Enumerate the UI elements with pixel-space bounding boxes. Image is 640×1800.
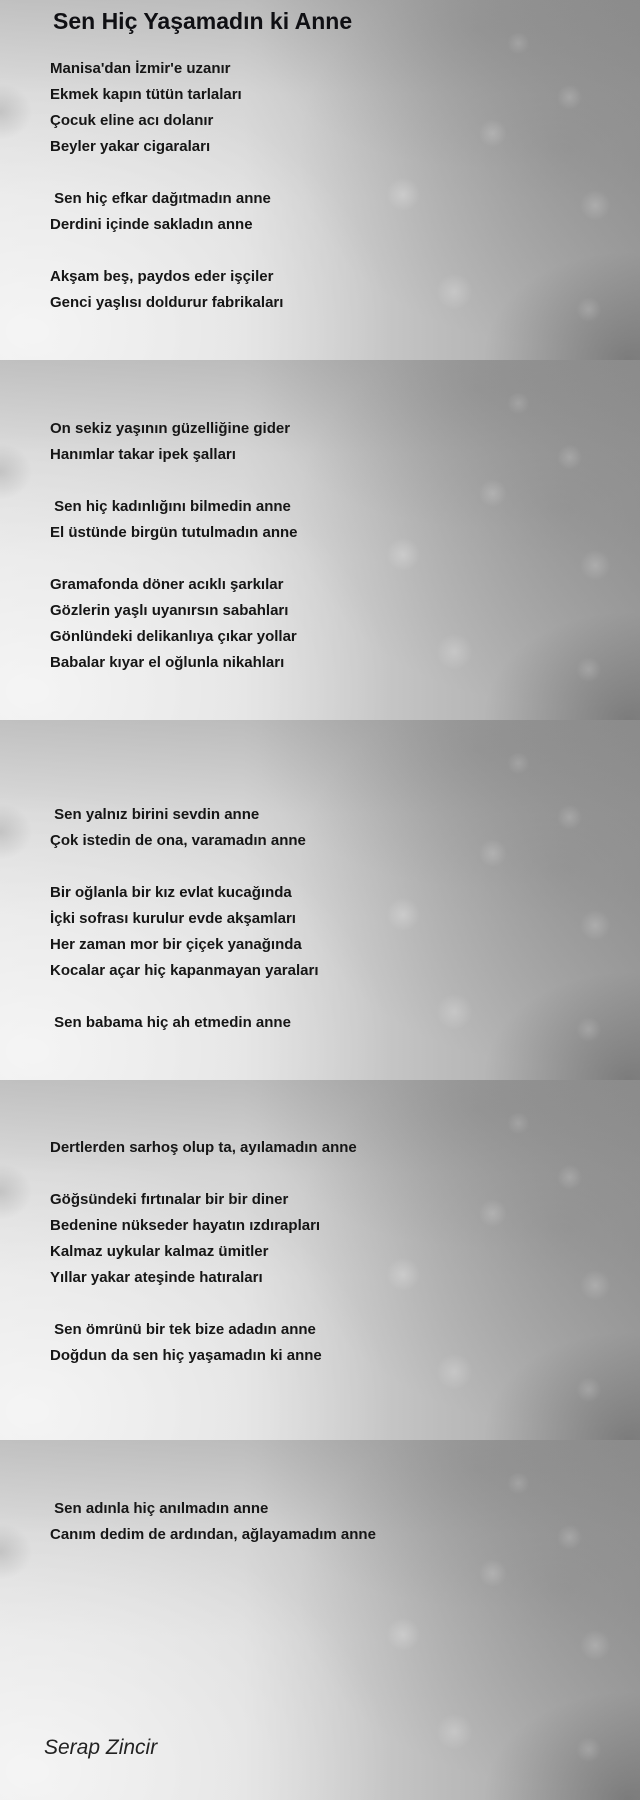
poem-line: Sen hiç kadınlığını bilmedin anne xyxy=(50,498,291,515)
poem-line: Derdini içinde sakladın anne xyxy=(50,216,253,233)
stanza-lines-3 xyxy=(50,802,620,1036)
poem-line: Beyler yakar cigaraları xyxy=(50,138,211,155)
poem-line: Akşam beş, paydos eder işçiler xyxy=(50,268,274,285)
poem-line: Gramafonda döner acıklı şarkılar xyxy=(50,576,284,593)
blank-line xyxy=(50,160,620,186)
blank-line xyxy=(50,468,620,494)
poem-line: Çocuk eline acı dolanır xyxy=(50,112,214,129)
poem-line: Sen hiç efkar dağıtmadın anne xyxy=(50,190,271,207)
poem-line: İçki sofrası kurulur evde akşamları xyxy=(50,910,296,927)
blank-line xyxy=(50,1161,620,1187)
poem-title: Sen Hiç Yaşamadın ki Anne xyxy=(53,8,353,34)
blank-line xyxy=(50,984,620,1010)
poem-line: Sen yalnız birini sevdin anne xyxy=(50,806,260,823)
poem-line: Hanımlar takar ipek şalları xyxy=(50,446,236,463)
poem-line: Doğdun da sen hiç yaşamadın ki anne xyxy=(50,1347,322,1364)
poem-line: El üstünde birgün tutulmadın anne xyxy=(50,524,298,541)
poem-line: Sen adınla hiç anılmadın anne xyxy=(50,1500,269,1517)
poem-line: Gözlerin yaşlı uyanırsın sabahları xyxy=(50,602,289,619)
poem-line: Kalmaz uykular kalmaz ümitler xyxy=(50,1243,269,1260)
poem-line: Ekmek kapın tütün tarlaları xyxy=(50,86,242,103)
poem-line: Dertlerden sarhoş olup ta, ayılamadın anne xyxy=(50,1139,357,1156)
stanza-lines-5 xyxy=(50,1496,620,1548)
poem-band-5 xyxy=(0,1440,640,1800)
poem-band-2 xyxy=(0,360,640,720)
blank-line xyxy=(50,1291,620,1317)
poem-line: Sen ömrünü bir tek bize adadın anne xyxy=(50,1321,316,1338)
stanza-lines-2 xyxy=(50,416,620,676)
blank-line xyxy=(50,238,620,264)
blank-line xyxy=(50,546,620,572)
blank-line xyxy=(50,854,620,880)
poem-band-3 xyxy=(0,720,640,1080)
poem-line: Kocalar açar hiç kapanmayan yaraları xyxy=(50,962,319,979)
poem-line: Sen babama hiç ah etmedin anne xyxy=(50,1014,291,1031)
poem-band-4 xyxy=(0,1080,640,1440)
poem-line: Bedenine nükseder hayatın ızdırapları xyxy=(50,1217,321,1234)
poem-author: Serap Zincir xyxy=(44,1736,158,1759)
stanza-lines-1 xyxy=(50,56,620,316)
poem-line: Genci yaşlısı doldurur fabrikaları xyxy=(50,294,284,311)
poem-line: Gönlündeki delikanlıya çıkar yollar xyxy=(50,628,297,645)
poem-line: Babalar kıyar el oğlunla nikahları xyxy=(50,654,285,671)
poem-line: Manisa'dan İzmir'e uzanır xyxy=(50,60,231,77)
poem-line: Çok istedin de ona, varamadın anne xyxy=(50,832,306,849)
poem-line: Her zaman mor bir çiçek yanağında xyxy=(50,936,302,953)
poem-line: Yıllar yakar ateşinde hatıraları xyxy=(50,1269,263,1286)
poem-line: On sekiz yaşının güzelliğine gider xyxy=(50,420,291,437)
poem-line: Göğsündeki fırtınalar bir bir diner xyxy=(50,1191,289,1208)
poem-line: Canım dedim de ardından, ağlayamadım anne xyxy=(50,1526,376,1543)
poem-line: Bir oğlanla bir kız evlat kucağında xyxy=(50,884,292,901)
stanza-lines-4 xyxy=(50,1135,620,1369)
poem-band-1 xyxy=(0,0,640,360)
